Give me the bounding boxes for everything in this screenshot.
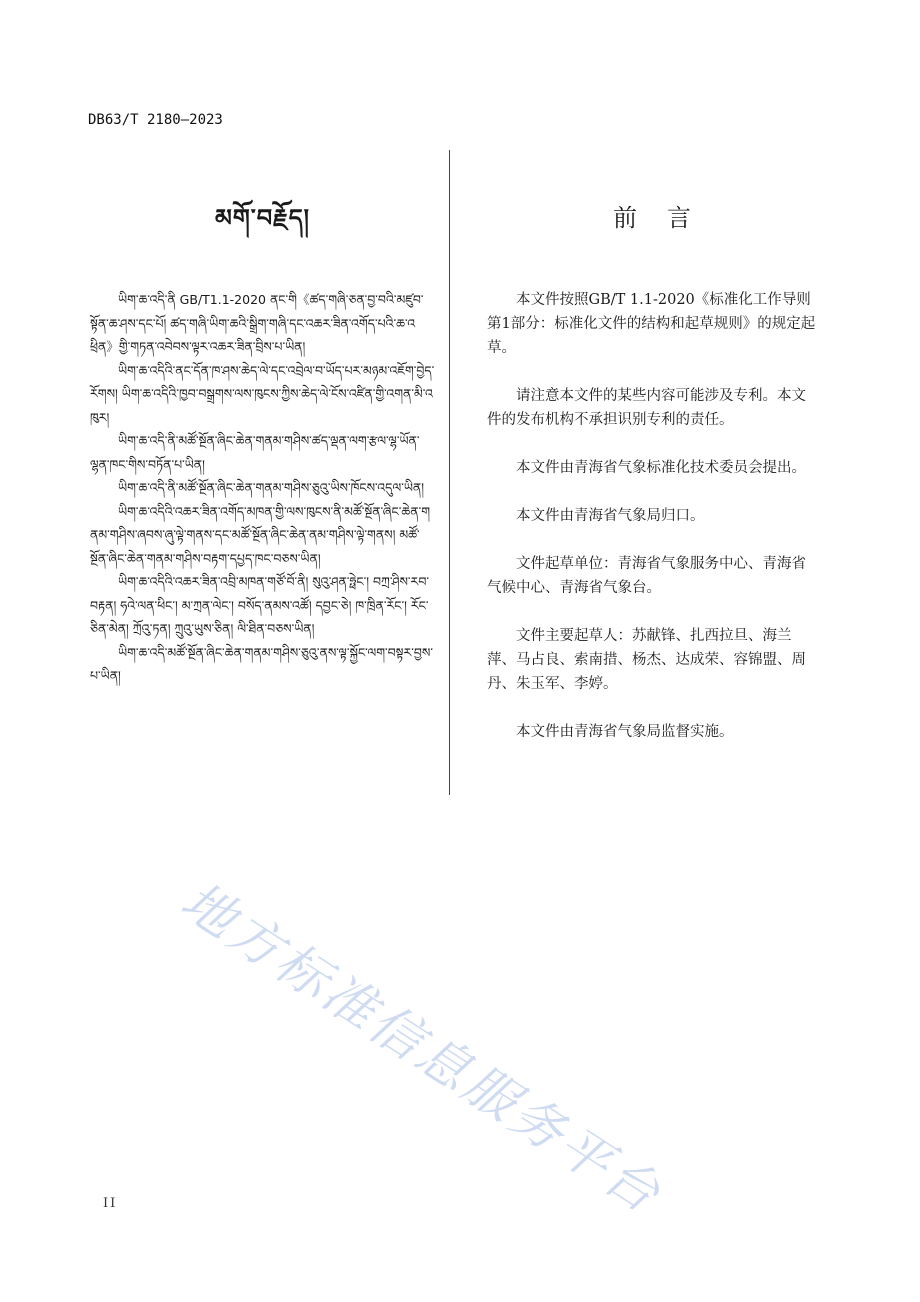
tibetan-paragraph: ཡིག་ཆ་འདིའི་འཆར་ཟིན་འབྲི་མཁན་གཙོ་བོ་ནི། སུའུ་ཤན་ཧྥེང་། བཀྲ་ཤིས་རབ་བརྟན། ཧའེ་ལན་ཕིང་། མ་ཀྲན་ལེང་། བསོད་ནམས་འཚོ། དབྱང་ཅེ། ཁ་ཁྲིན་རོང་། རོང་ཅིན་མེན། ཀྲོའུ་ཏན། ཀྲུའུ་ཡུས་ཅིན། ལི་ཐིན་བཅས་ཡིན། [90, 574, 429, 636]
chinese-paragraph: 本文件按照GB/T 1.1-2020《标准化工作导则 第1部分：标准化文件的结构和起草规则》的规定起草。 [487, 292, 816, 356]
column-divider [449, 150, 450, 795]
tibetan-foreword-column [90, 200, 435, 688]
tibetan-paragraph: ཡིག་ཆ་འདི་ནི་མཚོ་སྔོན་ཞིང་ཆེན་གནམ་གཤིས་ཅུའུ་ཡིས་ཁོངས་འདུལ་ཡིན། [118, 480, 425, 495]
chinese-foreword-heading: 前言 [613, 204, 721, 232]
tibetan-paragraph: ཡིག་ཆ་འདི་མཚོ་སྔོན་ཞིང་ཆེན་གནམ་གཤིས་ཅུའུ་ནས་ལྟ་སྐྱོང་ལག་བསྟར་བྱས་པ་ཡིན། [90, 644, 433, 683]
page-number: II [103, 1196, 118, 1211]
document-code: DB63/T 2180—2023 [88, 112, 223, 128]
tibetan-paragraph: ཡིག་ཆ་འདི་ནི GB/T1.1-2020 ནང་གི《ཚད་གཞི་ཅན་བྱ་བའི་མཛུབ་སྟོན་ཆ་ཤས་དང་པོ། ཚད་གཞི་ཡིག་ཆའི་སྒྲིག་གཞི་དང་འཆར་ཟིན་འགོད་པའི་ཆ་འཕྲིན》གྱི་གཏན་འབེབས་ལྟར་འཆར་ཟིན་བྲིས་པ་ཡིན། [90, 292, 424, 354]
tibetan-paragraph: ཡིག་ཆ་འདི་ནི་མཚོ་སྔོན་ཞིང་ཆེན་གནམ་གཤིས་ཚད་ལྡན་ལག་རྩལ་ལྷ་ཡོན་ལྷན་ཁང་གིས་བཏོན་པ་ཡིན། [90, 433, 420, 472]
tibetan-paragraph: ཡིག་ཆ་འདིའི་ནང་དོན་ཁ་ཤས་ཆེད་ལེ་དང་འབྲེལ་བ་ཡོད་པར་མཉམ་འཇོག་བྱེད་རོགས། ཡིག་ཆ་འདིའི་ཁྱབ་བསྒྲགས་ལས་ཁུངས་ཀྱིས་ཆེད་ལེ་ངོས་འཛིན་གྱི་འགན་མི་འཁུར། [90, 362, 435, 425]
chinese-foreword-column [487, 200, 817, 768]
chinese-paragraph: 本文件由青海省气象局归口。 [487, 508, 705, 524]
chinese-paragraph: 请注意本文件的某些内容可能涉及专利。本文件的发布机构不承担识别专利的责任。 [487, 388, 806, 428]
tibetan-paragraph: ཡིག་ཆ་འདིའི་འཆར་ཟིན་འགོད་མཁན་གྱི་ལས་ཁུངས་ནི་མཚོ་སྔོན་ཞིང་ཆེན་གནམ་གཤིས་ཞབས་ཞུ་ལྟེ་གནས་དང་མཚོ་སྔོན་ཞིང་ཆེན་ནམ་གཤིས་ལྟེ་གནས། མཚོ་སྔོན་ཞིང་ཆེན་གནམ་གཤིས་བརྟག་དཔྱད་ཁང་བཅས་ཡིན། [90, 503, 431, 566]
chinese-paragraph: 文件起草单位：青海省气象服务中心、青海省气候中心、青海省气象台。 [487, 556, 806, 596]
watermark: 地方标准信息服务平台 [170, 870, 673, 1227]
chinese-paragraph: 本文件由青海省气象标准化技术委员会提出。 [487, 460, 806, 476]
chinese-paragraph: 本文件由青海省气象局监督实施。 [487, 724, 734, 740]
chinese-paragraph: 文件主要起草人：苏献锋、扎西拉旦、海兰萍、马占良、索南措、杨杰、达成荣、容锦盟、周丹、朱玉军、李婷。 [487, 628, 806, 692]
tibetan-foreword-heading: མགོ་བརྗོད། [214, 204, 311, 232]
